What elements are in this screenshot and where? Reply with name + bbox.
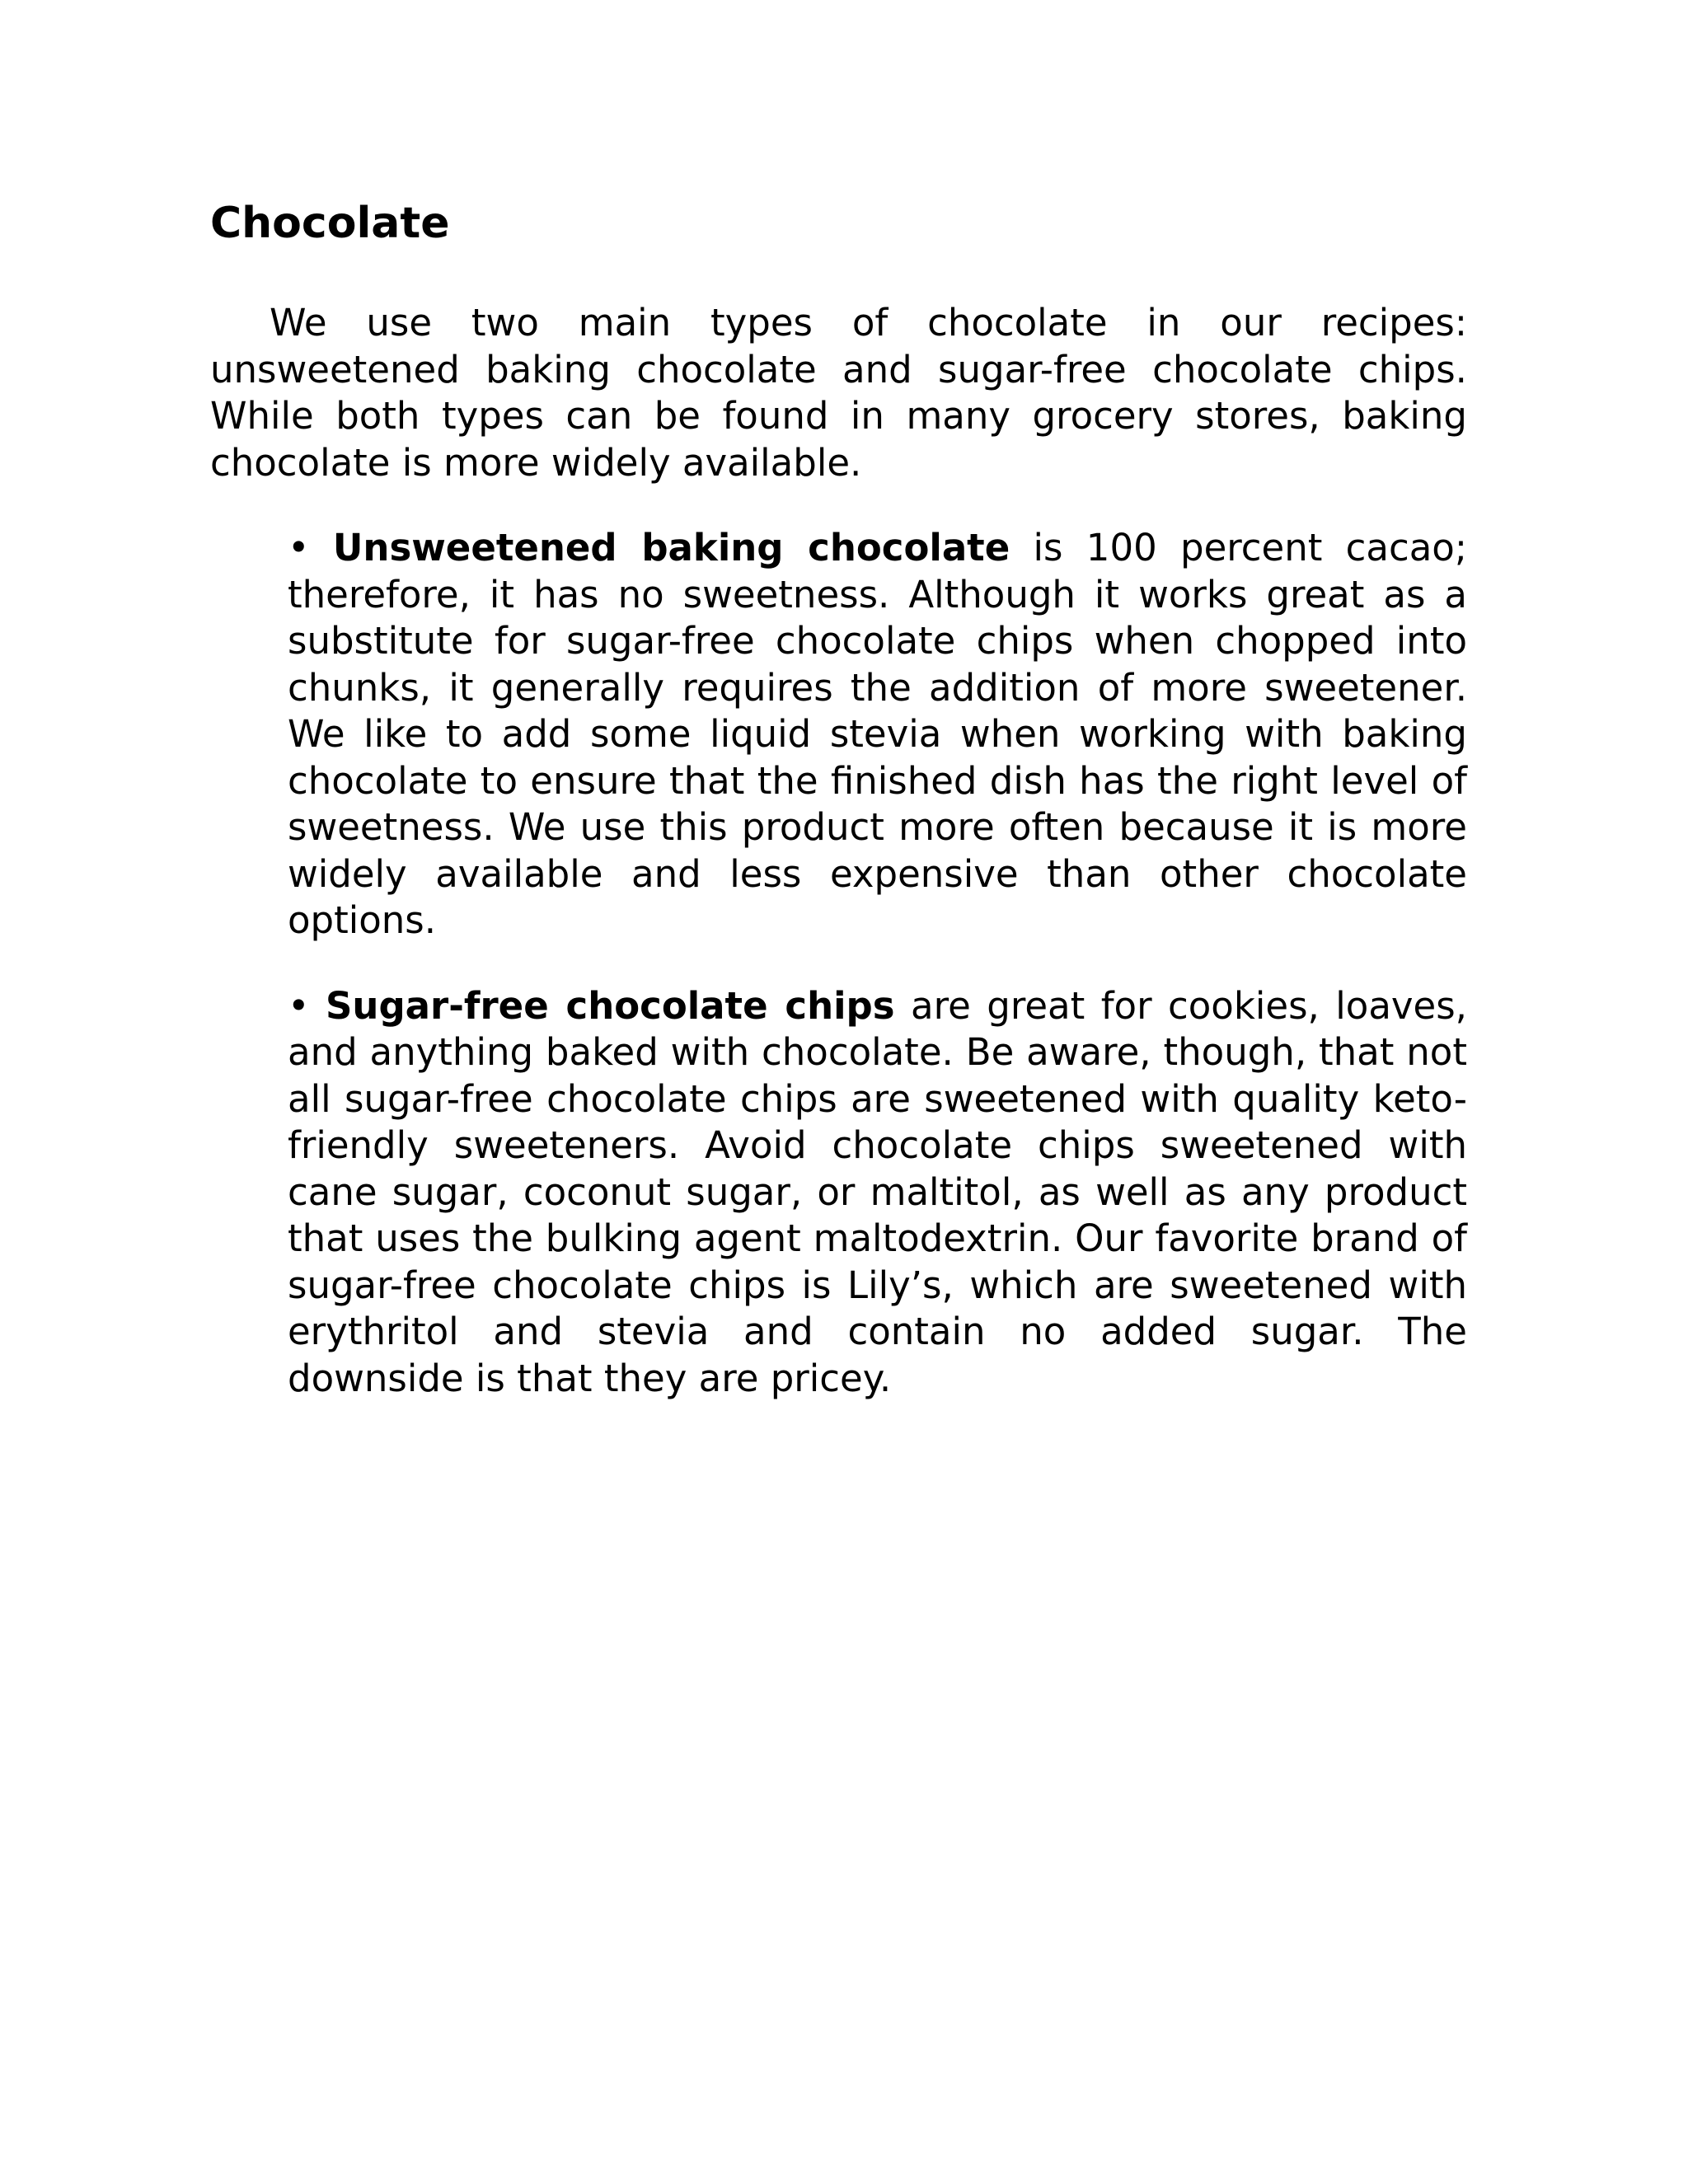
chocolate-types-list: [210, 525, 1467, 1402]
bullet-term: Unsweetened baking chocolate: [332, 526, 1010, 569]
page-title: Chocolate: [210, 199, 450, 248]
list-item-unsweetened-baking-chocolate: [288, 525, 1467, 944]
bullet-text: is 100 percent cacao; therefore, it has no sweetness. Although it works great as a substitute for sugar-free chocolate chips when chopped into chunks, it generally requires the addition of more sweetener. We like to add some liquid stevia when working with baking chocolate to ensure that the finished dish has the right level of sweetness. We use this product more often because it is more widely available and less expensive than other chocolate options.: [288, 526, 1468, 942]
document-page: [210, 194, 1467, 1441]
intro-paragraph: We use two main types of chocolate in our recipes: unsweetened baking chocolate and sugar-free chocolate chips. While both types can be found in many grocery stores, baking chocolate is more widely available.: [210, 301, 1467, 485]
bullet-marker: •: [288, 983, 310, 1028]
list-item-sugar-free-chocolate-chips: [288, 983, 1467, 1403]
bullet-text: are great for cookies, loaves, and anything baked with chocolate. Be aware, though, that not all sugar-free chocolate chips are sweetened with quality keto-friendly sweeteners. Avoid chocolate chips sweetened with cane sugar, coconut sugar, or maltitol, as well as any product that uses the bulking agent maltodextrin. Our favorite brand of sugar-free chocolate chips is Lily’s, which are sweetened with erythritol and stevia and contain no added sugar. The downside is that they are pricey.: [288, 983, 1467, 1400]
bullet-marker: •: [288, 526, 310, 569]
bullet-term: Sugar-free chocolate chips: [326, 983, 895, 1028]
